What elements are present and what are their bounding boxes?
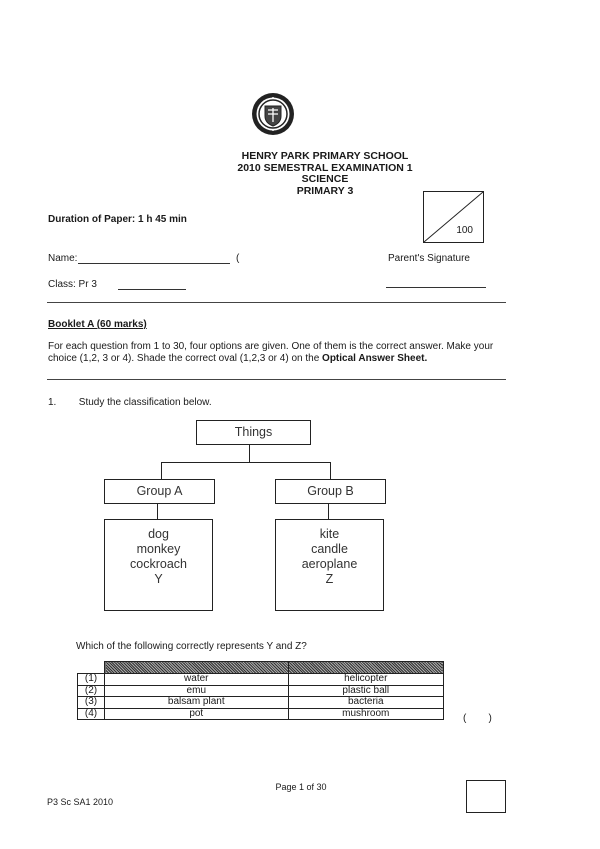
page-number: [0, 782, 600, 792]
level-title: PRIMARY 3: [296, 184, 354, 197]
parent-signature-label: Parent's Signature: [388, 253, 470, 264]
school-name: HENRY PARK PRIMARY SCHOOL: [241, 150, 409, 162]
option-row: [78, 674, 444, 686]
option-number: (1): [78, 674, 105, 686]
paper-duration: Duration of Paper: 1 h 45 min: [48, 214, 187, 225]
name-field-line[interactable]: [78, 263, 230, 264]
divider-top: [47, 302, 506, 303]
option-row: [78, 685, 444, 697]
diagram-group-b: Group B: [275, 479, 386, 504]
diagram-connector-horizontal: [161, 462, 330, 463]
diagram-group-b-items: [275, 519, 384, 611]
marks-box: [466, 780, 506, 813]
group-a-item: Y: [154, 572, 163, 586]
question-prompt: Study the classification below.: [78, 397, 212, 408]
option-row: [78, 708, 444, 720]
instructions-text: For each question from 1 to 30, four options are given. One of them is the correct answer. Make your choice (1,2, 3 or 4). Shade the correct oval (1,2,3 or 4) on the: [48, 341, 494, 364]
options-table: [77, 661, 444, 720]
diagram-root-things: Things: [196, 420, 311, 445]
diagram-connector-root: [249, 444, 250, 462]
question-number: 1.: [48, 397, 57, 408]
option-z: helicopter: [288, 674, 443, 686]
booklet-title: Booklet A (60 marks): [48, 319, 147, 330]
group-b-item: aeroplane: [301, 557, 358, 571]
question-1-ask: Which of the following correctly represents Y and Z?: [76, 641, 307, 652]
school-crest-logo: [251, 92, 295, 136]
header-y: [105, 662, 289, 674]
paper-code: P3 Sc SA1 2010: [47, 797, 114, 807]
option-z: bacteria: [288, 697, 443, 709]
option-y: pot: [105, 708, 289, 720]
parent-signature-line[interactable]: [386, 287, 486, 288]
answer-bracket[interactable]: ( ): [463, 713, 492, 724]
exam-title: 2010 SEMESTRAL EXAMINATION 1: [237, 161, 413, 174]
group-b-item: kite: [319, 527, 340, 541]
exam-header: [0, 151, 600, 197]
subject-title: SCIENCE: [301, 173, 349, 185]
diagram-group-a: Group A: [104, 479, 215, 504]
score-diagonal-line: [424, 192, 483, 242]
diagram-connector-b: [330, 462, 331, 479]
diagram-connector-a-list: [157, 503, 158, 519]
page-number-text: Page 1 of 30: [275, 782, 327, 792]
instructions: [48, 341, 508, 365]
group-a-item: dog: [148, 527, 169, 541]
option-y: water: [105, 674, 289, 686]
header-blank: [78, 662, 105, 674]
options-table-header: [78, 662, 444, 674]
divider-instructions: [47, 379, 506, 380]
option-y: balsam plant: [105, 697, 289, 709]
option-row: [78, 697, 444, 709]
option-y: emu: [105, 685, 289, 697]
option-z: plastic ball: [288, 685, 443, 697]
class-field-line[interactable]: [118, 289, 186, 290]
question-1: [48, 397, 212, 408]
diagram-connector-b-list: [328, 503, 329, 519]
group-a-item: monkey: [136, 542, 181, 556]
option-number: (4): [78, 708, 105, 720]
option-number: (3): [78, 697, 105, 709]
group-b-item: Z: [325, 572, 334, 586]
name-label: Name:: [48, 253, 78, 264]
option-z: mushroom: [288, 708, 443, 720]
option-number: (2): [78, 685, 105, 697]
group-b-item: candle: [311, 542, 348, 556]
class-label: Class: Pr 3: [48, 279, 97, 290]
header-z: [288, 662, 443, 674]
name-bracket: (: [236, 253, 240, 264]
score-box: [423, 191, 484, 243]
diagram-connector-a: [161, 462, 162, 479]
diagram-group-a-items: [104, 519, 213, 611]
instructions-bold: Optical Answer Sheet.: [322, 352, 428, 364]
group-a-item: cockroach: [130, 557, 187, 571]
score-total: 100: [456, 225, 473, 236]
